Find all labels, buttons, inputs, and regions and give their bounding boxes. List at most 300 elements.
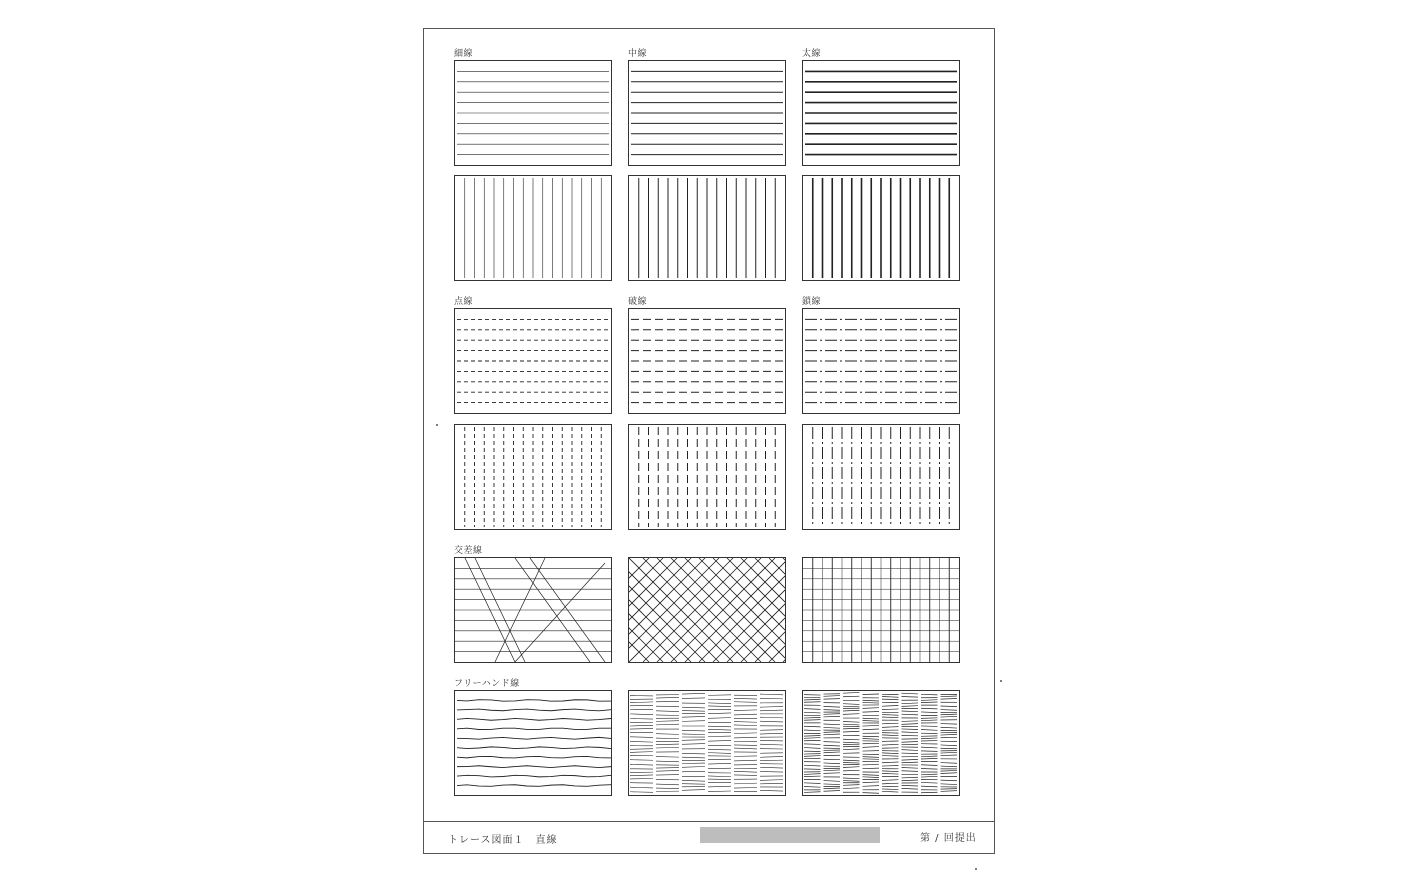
drawn-line bbox=[804, 720, 821, 721]
panel-cross-grid bbox=[802, 557, 960, 663]
drawn-line bbox=[760, 772, 783, 773]
chain-horizontal-lines bbox=[803, 309, 959, 413]
drawn-line bbox=[708, 718, 731, 719]
drawn-line bbox=[708, 776, 731, 777]
drawn-line bbox=[760, 756, 783, 757]
drawn-line bbox=[824, 745, 841, 746]
drawn-line bbox=[630, 749, 653, 750]
drawn-line bbox=[941, 752, 958, 753]
drawn-line bbox=[843, 760, 860, 761]
drawn-line bbox=[902, 729, 919, 730]
drawn-line bbox=[804, 748, 821, 749]
drawn-line bbox=[457, 728, 611, 729]
label-thick-line: 太線 bbox=[802, 49, 822, 59]
drawn-line bbox=[902, 753, 919, 754]
drawn-line bbox=[734, 714, 757, 715]
drawn-line bbox=[902, 703, 919, 704]
drawn-line bbox=[629, 558, 719, 662]
drawn-line bbox=[863, 775, 880, 776]
drawn-line bbox=[708, 740, 731, 741]
drawn-line bbox=[902, 771, 919, 772]
drawn-line bbox=[682, 784, 705, 785]
drawn-line bbox=[685, 558, 785, 662]
drawn-line bbox=[457, 747, 611, 749]
drawing-title: トレース図面１ 直線 bbox=[448, 835, 558, 846]
drawn-line bbox=[902, 721, 919, 722]
drawn-line bbox=[804, 744, 821, 745]
label-chain-line: 鎖線 bbox=[802, 297, 822, 307]
drawn-line bbox=[824, 752, 841, 753]
drawn-line bbox=[713, 558, 785, 662]
drawn-line bbox=[921, 751, 938, 752]
drawn-line bbox=[921, 782, 938, 783]
drawn-line bbox=[629, 558, 663, 662]
drawn-line bbox=[941, 791, 958, 792]
drawn-line bbox=[941, 784, 958, 785]
drawn-line bbox=[656, 701, 679, 702]
drawn-line bbox=[741, 558, 785, 662]
drawn-line bbox=[921, 726, 938, 727]
drawn-line bbox=[804, 738, 821, 739]
drawn-line bbox=[882, 783, 899, 784]
drawn-line bbox=[843, 704, 860, 705]
drawn-line bbox=[863, 720, 880, 721]
drawn-line bbox=[760, 717, 783, 718]
thick-vertical-lines bbox=[803, 176, 959, 280]
drawn-line bbox=[941, 745, 958, 746]
drawn-line bbox=[699, 558, 785, 662]
drawn-line bbox=[804, 776, 821, 777]
drawn-line bbox=[630, 775, 653, 776]
drawn-line bbox=[863, 729, 880, 730]
drawn-line bbox=[863, 759, 880, 760]
thick-horizontal-lines bbox=[803, 61, 959, 165]
drawn-line bbox=[656, 738, 679, 739]
drawn-line bbox=[682, 721, 705, 722]
drawn-line bbox=[708, 763, 731, 764]
drawn-line bbox=[630, 752, 653, 753]
drawn-line bbox=[656, 761, 679, 762]
label-fine-line: 細線 bbox=[454, 49, 474, 59]
drawn-line bbox=[863, 768, 880, 769]
drawn-line bbox=[921, 758, 938, 759]
drawn-line bbox=[824, 724, 841, 725]
drawn-line bbox=[804, 787, 821, 788]
drawn-line bbox=[941, 724, 958, 725]
drawn-line bbox=[882, 771, 899, 772]
drawn-line bbox=[804, 699, 821, 700]
drawn-line bbox=[863, 786, 880, 787]
drawn-line bbox=[843, 749, 860, 750]
drawn-line bbox=[685, 558, 785, 662]
drawn-line bbox=[882, 705, 899, 706]
panel-fine-vertical bbox=[454, 175, 612, 281]
drawn-line bbox=[902, 780, 919, 781]
drawn-line bbox=[682, 790, 705, 791]
footer-divider bbox=[424, 821, 994, 822]
drawn-line bbox=[760, 698, 783, 699]
medium-horizontal-lines bbox=[629, 61, 785, 165]
drawn-line bbox=[734, 760, 757, 761]
drawn-line bbox=[824, 732, 841, 733]
drawn-line bbox=[941, 716, 958, 717]
dashed-horizontal-lines bbox=[629, 309, 785, 413]
medium-vertical-lines bbox=[629, 176, 785, 280]
drawn-line bbox=[769, 558, 785, 662]
drawn-line bbox=[804, 730, 821, 731]
drawn-line bbox=[804, 712, 821, 713]
drawn-line bbox=[708, 706, 731, 707]
dotted-vertical-lines bbox=[455, 425, 611, 529]
drawn-line bbox=[941, 706, 958, 707]
drawn-line bbox=[457, 756, 611, 758]
drawn-line bbox=[941, 698, 958, 699]
drawn-line bbox=[708, 713, 731, 714]
drawn-line bbox=[824, 706, 841, 707]
drawn-line bbox=[734, 775, 757, 776]
freehand-horizontal-lines bbox=[455, 691, 611, 795]
drawn-line bbox=[863, 793, 880, 794]
drawn-line bbox=[630, 705, 653, 706]
drawn-line bbox=[902, 759, 919, 760]
drawn-line bbox=[760, 783, 783, 784]
panel-freehand-dense-hatching bbox=[802, 690, 960, 796]
drawn-line bbox=[656, 744, 679, 745]
drawn-line bbox=[760, 733, 783, 734]
drawn-line bbox=[941, 780, 958, 781]
drawn-line bbox=[921, 765, 938, 766]
drawn-line bbox=[882, 697, 899, 698]
drawn-line bbox=[630, 792, 653, 793]
drawn-line bbox=[515, 563, 605, 662]
drawn-line bbox=[804, 765, 821, 766]
drawn-line bbox=[902, 741, 919, 742]
cross-lines-c bbox=[803, 558, 959, 662]
drawn-line bbox=[843, 763, 860, 764]
drawn-line bbox=[708, 791, 731, 792]
drawn-line bbox=[630, 718, 653, 719]
drawn-line bbox=[824, 716, 841, 717]
drawn-line bbox=[682, 757, 705, 758]
drawn-line bbox=[629, 558, 719, 662]
panel-cross-horizontal-diagonal bbox=[454, 557, 612, 663]
drawn-line bbox=[682, 780, 705, 781]
drawn-line bbox=[824, 770, 841, 771]
drawn-line bbox=[882, 735, 899, 736]
drawn-line bbox=[457, 766, 611, 768]
drawn-line bbox=[902, 750, 919, 751]
drawn-line bbox=[843, 724, 860, 725]
drawn-line bbox=[769, 558, 785, 662]
drawn-line bbox=[656, 715, 679, 716]
drawn-line bbox=[863, 725, 880, 726]
drawn-line bbox=[682, 753, 705, 754]
freehand-dense-hatching-lines bbox=[803, 691, 959, 795]
drawn-line bbox=[843, 781, 860, 782]
drawn-line bbox=[457, 709, 611, 711]
drawn-line bbox=[824, 784, 841, 785]
drawn-line bbox=[804, 769, 821, 770]
drawn-line bbox=[708, 749, 731, 750]
drawn-line bbox=[804, 702, 821, 703]
drawn-line bbox=[457, 785, 611, 787]
drawn-line bbox=[630, 728, 653, 729]
drawn-line bbox=[941, 727, 958, 728]
drawn-line bbox=[882, 733, 899, 734]
drawn-line bbox=[699, 558, 785, 662]
drawn-line bbox=[902, 777, 919, 778]
panel-thick-horizontal bbox=[802, 60, 960, 166]
drawn-line bbox=[682, 740, 705, 741]
drawn-line bbox=[656, 757, 679, 758]
drawn-line bbox=[843, 696, 860, 697]
drawn-line bbox=[824, 734, 841, 735]
drawn-line bbox=[708, 695, 731, 696]
drawn-line bbox=[843, 788, 860, 789]
label-freehand-line: フリーハンド線 bbox=[454, 679, 520, 689]
drawn-line bbox=[882, 762, 899, 763]
drawn-line bbox=[843, 728, 860, 729]
drawn-line bbox=[630, 787, 653, 788]
drawn-line bbox=[656, 747, 679, 748]
chain-vertical-lines bbox=[803, 425, 959, 529]
drawn-line bbox=[457, 718, 611, 720]
drawn-line bbox=[921, 786, 938, 787]
submission-count: 第 / 回提出 bbox=[920, 833, 977, 844]
drawn-line bbox=[902, 714, 919, 715]
drawn-line bbox=[824, 699, 841, 700]
drawn-line bbox=[941, 696, 958, 697]
redacted-name-block bbox=[700, 827, 880, 843]
drawn-line bbox=[734, 733, 757, 734]
drawn-line bbox=[824, 791, 841, 792]
panel-dashed-horizontal bbox=[628, 308, 786, 414]
drawn-line bbox=[882, 717, 899, 718]
panel-freehand-hatching bbox=[628, 690, 786, 796]
drawn-line bbox=[941, 789, 958, 790]
drawn-line bbox=[629, 558, 691, 662]
drawn-line bbox=[863, 764, 880, 765]
drawn-line bbox=[902, 706, 919, 707]
drawn-line bbox=[682, 730, 705, 731]
drawn-line bbox=[941, 766, 958, 767]
drawing-sheet bbox=[423, 28, 995, 854]
drawn-line bbox=[734, 783, 757, 784]
drawn-line bbox=[734, 745, 757, 746]
drawn-line bbox=[656, 711, 679, 712]
drawn-line bbox=[902, 724, 919, 725]
dotted-horizontal-lines bbox=[455, 309, 611, 413]
drawn-line bbox=[727, 558, 785, 662]
panel-dashed-vertical bbox=[628, 424, 786, 530]
drawn-line bbox=[863, 736, 880, 737]
panel-freehand-horizontal bbox=[454, 690, 612, 796]
drawn-line bbox=[708, 736, 731, 737]
drawn-line bbox=[921, 730, 938, 731]
label-cross-line: 交差線 bbox=[454, 546, 483, 556]
fine-horizontal-lines bbox=[455, 61, 611, 165]
drawn-line bbox=[760, 694, 783, 695]
drawn-line bbox=[843, 731, 860, 732]
drawn-line bbox=[921, 792, 938, 793]
drawn-line bbox=[682, 698, 705, 699]
drawn-line bbox=[902, 697, 919, 698]
panel-fine-horizontal bbox=[454, 60, 612, 166]
drawn-line bbox=[734, 787, 757, 788]
drawn-line bbox=[760, 740, 783, 741]
drawn-line bbox=[630, 741, 653, 742]
drawn-line bbox=[713, 558, 785, 662]
drawn-line bbox=[824, 727, 841, 728]
drawn-line bbox=[882, 791, 899, 792]
drawn-line bbox=[882, 753, 899, 754]
drawn-line bbox=[941, 734, 958, 735]
drawn-line bbox=[824, 710, 841, 711]
drawn-line bbox=[863, 708, 880, 709]
drawn-line bbox=[902, 693, 919, 694]
drawn-line bbox=[921, 774, 938, 775]
drawn-line bbox=[734, 771, 757, 772]
drawn-line bbox=[921, 720, 938, 721]
drawn-line bbox=[863, 757, 880, 758]
drawn-line bbox=[630, 760, 653, 761]
drawn-line bbox=[902, 711, 919, 712]
drawn-line bbox=[882, 780, 899, 781]
drawn-line bbox=[843, 739, 860, 740]
drawn-line bbox=[824, 742, 841, 743]
panel-dotted-horizontal bbox=[454, 308, 612, 414]
drawn-line bbox=[630, 764, 653, 765]
drawn-line bbox=[682, 716, 705, 717]
label-dotted-line: 点線 bbox=[454, 297, 474, 307]
drawn-line bbox=[734, 722, 757, 723]
drawn-line bbox=[656, 734, 679, 735]
drawn-line bbox=[882, 789, 899, 790]
drawn-line bbox=[941, 763, 958, 764]
drawn-line bbox=[734, 702, 757, 703]
drawn-line bbox=[824, 714, 841, 715]
drawn-line bbox=[804, 709, 821, 710]
drawn-line bbox=[882, 727, 899, 728]
drawn-line bbox=[727, 558, 785, 662]
drawn-line bbox=[863, 718, 880, 719]
panel-cross-diagonal-grid bbox=[628, 557, 786, 663]
drawn-line bbox=[457, 737, 611, 739]
drawn-line bbox=[656, 724, 679, 725]
drawn-line bbox=[630, 714, 653, 715]
drawn-line bbox=[863, 739, 880, 740]
drawn-line bbox=[760, 790, 783, 791]
drawn-line bbox=[902, 788, 919, 789]
panel-chain-vertical bbox=[802, 424, 960, 530]
drawn-line bbox=[804, 756, 821, 757]
drawn-line bbox=[863, 777, 880, 778]
drawn-line bbox=[863, 702, 880, 703]
drawn-line bbox=[843, 778, 860, 779]
drawn-line bbox=[682, 734, 705, 735]
drawn-line bbox=[902, 732, 919, 733]
drawn-line bbox=[682, 707, 705, 708]
drawn-line bbox=[882, 723, 899, 724]
scan-speck bbox=[1000, 680, 1002, 682]
drawn-line bbox=[760, 730, 783, 731]
drawn-line bbox=[708, 779, 731, 780]
drawn-line bbox=[843, 770, 860, 771]
drawn-line bbox=[824, 773, 841, 774]
drawn-line bbox=[882, 709, 899, 710]
drawn-line bbox=[824, 763, 841, 764]
drawn-line bbox=[656, 721, 679, 722]
drawn-line bbox=[760, 780, 783, 781]
drawn-line bbox=[921, 747, 938, 748]
drawn-line bbox=[941, 773, 958, 774]
drawn-line bbox=[863, 711, 880, 712]
drawn-line bbox=[921, 708, 938, 709]
scan-speck bbox=[975, 868, 977, 870]
drawn-line bbox=[843, 742, 860, 743]
drawn-line bbox=[863, 694, 880, 695]
drawn-line bbox=[941, 755, 958, 756]
drawn-line bbox=[734, 698, 757, 699]
fine-vertical-lines bbox=[455, 176, 611, 280]
drawn-line bbox=[708, 726, 731, 727]
drawn-line bbox=[760, 721, 783, 722]
label-medium-line: 中線 bbox=[628, 49, 648, 59]
cross-lines-a bbox=[455, 558, 611, 662]
drawn-line bbox=[630, 725, 653, 726]
drawn-line bbox=[824, 788, 841, 789]
panel-dotted-vertical bbox=[454, 424, 612, 530]
drawn-line bbox=[656, 784, 679, 785]
drawn-line bbox=[921, 738, 938, 739]
drawn-line bbox=[882, 773, 899, 774]
drawn-line bbox=[824, 696, 841, 697]
drawn-line bbox=[656, 770, 679, 771]
drawn-line bbox=[902, 767, 919, 768]
drawn-line bbox=[863, 747, 880, 748]
drawn-line bbox=[804, 783, 821, 784]
freehand-hatching-lines bbox=[629, 691, 785, 795]
drawn-line bbox=[824, 766, 841, 767]
drawn-line bbox=[682, 711, 705, 712]
drawn-line bbox=[682, 693, 705, 694]
drawn-line bbox=[843, 692, 860, 693]
drawn-line bbox=[941, 710, 958, 711]
drawn-line bbox=[804, 726, 821, 727]
drawn-line bbox=[457, 700, 611, 701]
drawn-line bbox=[921, 718, 938, 719]
drawn-line bbox=[804, 792, 821, 793]
drawn-line bbox=[708, 703, 731, 704]
panel-medium-vertical bbox=[628, 175, 786, 281]
drawn-line bbox=[734, 710, 757, 711]
drawn-line bbox=[921, 712, 938, 713]
panel-thick-vertical bbox=[802, 175, 960, 281]
drawn-line bbox=[734, 748, 757, 749]
drawn-line bbox=[760, 767, 783, 768]
dashed-vertical-lines bbox=[629, 425, 785, 529]
drawn-line bbox=[921, 768, 938, 769]
drawn-line bbox=[457, 775, 611, 777]
drawn-line bbox=[921, 700, 938, 701]
drawn-line bbox=[843, 767, 860, 768]
drawn-line bbox=[656, 788, 679, 789]
drawn-line bbox=[882, 765, 899, 766]
drawn-line bbox=[843, 722, 860, 723]
drawn-line bbox=[843, 710, 860, 711]
drawn-line bbox=[760, 706, 783, 707]
drawn-line bbox=[734, 737, 757, 738]
